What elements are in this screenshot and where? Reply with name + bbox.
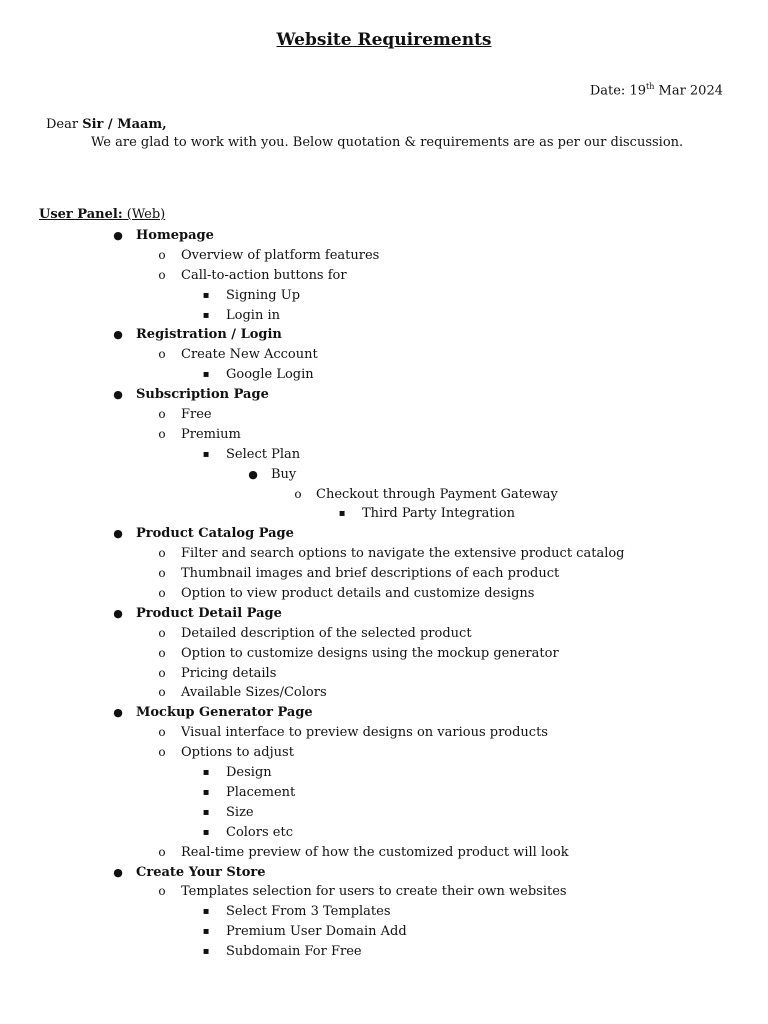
list-item bbox=[0, 306, 768, 326]
bullet-marker: ▪ bbox=[202, 786, 210, 798]
list-item bbox=[0, 485, 768, 505]
list-item bbox=[0, 624, 768, 644]
greeting bbox=[46, 117, 167, 132]
section-item bbox=[0, 604, 768, 624]
list-item-text: Filter and search options to navigate the extensive product catalog bbox=[181, 546, 625, 562]
bullet-marker: o bbox=[294, 486, 302, 501]
list-item-text: Option to view product details and customize designs bbox=[181, 586, 535, 602]
list-item-text: Options to adjust bbox=[181, 745, 294, 761]
list-item-text: Overview of platform features bbox=[181, 247, 380, 263]
list-item bbox=[0, 405, 768, 425]
list-item bbox=[0, 803, 768, 823]
bullet-marker: o bbox=[158, 546, 166, 561]
list-item bbox=[0, 902, 768, 922]
bullet-marker: ● bbox=[113, 229, 123, 242]
bullet-marker: o bbox=[158, 267, 166, 282]
bullet-marker: ▪ bbox=[202, 906, 210, 918]
list-item-text: Subdomain For Free bbox=[226, 944, 362, 960]
list-item-text: Real-time preview of how the customized product will look bbox=[181, 844, 569, 860]
list-item bbox=[0, 882, 768, 902]
bullet-marker: o bbox=[158, 347, 166, 362]
section-item bbox=[0, 226, 768, 246]
list-item-text: Design bbox=[226, 765, 272, 781]
list-item-text: Placement bbox=[226, 784, 296, 800]
list-item bbox=[0, 246, 768, 266]
list-item bbox=[0, 843, 768, 863]
list-item bbox=[0, 286, 768, 306]
list-item-text: Checkout through Payment Gateway bbox=[316, 486, 558, 502]
document-date bbox=[590, 82, 723, 98]
list-item-text: Select From 3 Templates bbox=[226, 904, 391, 920]
list-item-text: Select Plan bbox=[226, 446, 301, 462]
list-item bbox=[0, 425, 768, 445]
bullet-marker: ● bbox=[248, 467, 258, 481]
bullet-marker: o bbox=[158, 645, 166, 660]
list-item-text: Create New Account bbox=[181, 347, 318, 363]
requirements-list bbox=[0, 226, 768, 962]
bullet-marker: o bbox=[158, 407, 166, 422]
list-item-text: Colors etc bbox=[226, 824, 293, 840]
section-heading-label: User Panel: bbox=[39, 207, 123, 222]
list-item-text: Login in bbox=[226, 307, 280, 323]
list-item bbox=[0, 465, 768, 485]
date-suffix: Mar 2024 bbox=[654, 83, 723, 99]
bullet-marker: o bbox=[158, 625, 166, 640]
bullet-marker: ● bbox=[113, 388, 123, 402]
list-item bbox=[0, 345, 768, 365]
bullet-marker: ▪ bbox=[202, 806, 210, 818]
bullet-marker: o bbox=[158, 247, 166, 262]
list-item-text: Templates selection for users to create their own websites bbox=[181, 884, 567, 900]
list-item bbox=[0, 266, 768, 286]
intro-paragraph: We are glad to work with you. Below quotation & requirements are as per our discussion. bbox=[91, 135, 684, 150]
bullet-marker: ▪ bbox=[202, 448, 210, 460]
bullet-marker: o bbox=[158, 844, 166, 859]
list-item bbox=[0, 644, 768, 664]
bullet-marker: ▪ bbox=[338, 508, 346, 520]
list-item bbox=[0, 564, 768, 584]
greeting-prefix: Dear bbox=[46, 117, 83, 132]
bullet-marker: ▪ bbox=[202, 289, 210, 301]
list-item bbox=[0, 783, 768, 803]
bullet-marker: ▪ bbox=[202, 926, 210, 938]
list-item bbox=[0, 683, 768, 703]
list-item bbox=[0, 723, 768, 743]
list-item-text: Third Party Integration bbox=[362, 506, 515, 522]
list-item-text: Mockup Generator Page bbox=[136, 705, 313, 721]
section-item bbox=[0, 863, 768, 883]
page-title: Website Requirements bbox=[276, 30, 492, 50]
list-item bbox=[0, 544, 768, 564]
section-heading-user-panel bbox=[39, 207, 165, 222]
list-item bbox=[0, 445, 768, 465]
bullet-marker: ▪ bbox=[202, 826, 210, 838]
list-item-text: Detailed description of the selected product bbox=[181, 625, 472, 641]
bullet-marker: o bbox=[158, 665, 166, 680]
bullet-marker: ▪ bbox=[202, 309, 210, 321]
bullet-marker: ● bbox=[113, 527, 123, 541]
bullet-marker: ● bbox=[113, 865, 123, 879]
bullet-marker: o bbox=[158, 685, 166, 700]
list-item-text: Homepage bbox=[136, 228, 214, 243]
list-item-text: Registration / Login bbox=[136, 327, 282, 343]
list-item bbox=[0, 743, 768, 763]
list-item-text: Available Sizes/Colors bbox=[181, 685, 327, 701]
date-ordinal: th bbox=[646, 82, 655, 91]
list-item bbox=[0, 584, 768, 604]
list-item-text: Call-to-action buttons for bbox=[181, 267, 347, 283]
bullet-marker: ▪ bbox=[202, 946, 210, 958]
list-item-text: Product Detail Page bbox=[136, 605, 282, 621]
section-heading-platform: (Web) bbox=[122, 207, 166, 222]
list-item-text: Free bbox=[181, 407, 212, 423]
list-item bbox=[0, 942, 768, 962]
list-item-text: Signing Up bbox=[226, 287, 301, 303]
bullet-marker: ▪ bbox=[202, 369, 210, 381]
bullet-marker: o bbox=[158, 566, 166, 581]
bullet-marker: o bbox=[158, 725, 166, 740]
list-item-text: Option to customize designs using the mockup generator bbox=[181, 645, 559, 661]
list-item-text: Size bbox=[226, 804, 254, 820]
list-item-text: Pricing details bbox=[181, 665, 277, 681]
bullet-marker: o bbox=[158, 884, 166, 899]
section-item bbox=[0, 325, 768, 345]
list-item-text: Buy bbox=[271, 466, 297, 482]
list-item-text: Premium bbox=[181, 426, 241, 442]
greeting-salutation: Sir / Maam, bbox=[82, 117, 167, 132]
list-item bbox=[0, 365, 768, 385]
list-item-text: Premium User Domain Add bbox=[226, 924, 407, 940]
list-item bbox=[0, 664, 768, 684]
list-item-text: Product Catalog Page bbox=[136, 526, 294, 542]
section-item bbox=[0, 524, 768, 544]
date-prefix: Date: 19 bbox=[589, 83, 646, 99]
list-item bbox=[0, 823, 768, 843]
bullet-marker: ● bbox=[113, 706, 123, 720]
section-item bbox=[0, 703, 768, 723]
list-item-text: Create Your Store bbox=[136, 864, 266, 880]
bullet-marker: ● bbox=[113, 328, 123, 342]
list-item bbox=[0, 504, 768, 524]
list-item-text: Visual interface to preview designs on various products bbox=[181, 725, 548, 741]
section-item bbox=[0, 385, 768, 405]
list-item-text: Google Login bbox=[226, 367, 314, 383]
bullet-marker: ● bbox=[113, 606, 123, 620]
list-item-text: Subscription Page bbox=[136, 387, 269, 403]
list-item-text: Thumbnail images and brief descriptions of each product bbox=[181, 566, 560, 582]
bullet-marker: ▪ bbox=[202, 767, 210, 779]
list-item bbox=[0, 922, 768, 942]
bullet-marker: o bbox=[158, 426, 166, 441]
bullet-marker: o bbox=[158, 745, 166, 760]
bullet-marker: o bbox=[158, 586, 166, 601]
list-item bbox=[0, 763, 768, 783]
